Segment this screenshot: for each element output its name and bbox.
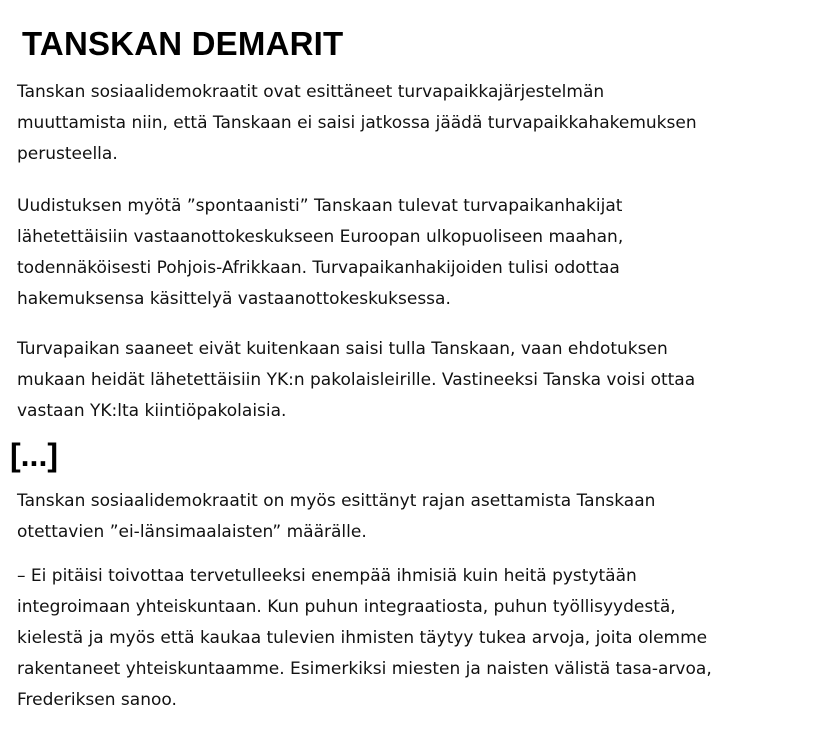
paragraph-4 xyxy=(17,486,807,548)
paragraph-line: hakemuksensa käsittelyä vastaanottokeskuksessa. xyxy=(17,289,451,309)
paragraph-line: rakentaneet yhteiskuntaamme. Esimerkiksi miesten ja naisten välistä tasa-arvoa, xyxy=(17,659,712,679)
paragraph-line: lähetettäisiin vastaanottokeskukseen Euroopan ulkopuoliseen maahan, xyxy=(17,227,624,247)
paragraph-line: muuttamista niin, että Tanskaan ei saisi jatkossa jäädä turvapaikkahakemuksen xyxy=(17,113,697,133)
paragraph-line: perusteella. xyxy=(17,144,118,164)
article-title: TANSKAN DEMARIT xyxy=(22,25,344,62)
paragraph-1 xyxy=(17,77,807,170)
paragraph-line: todennäköisesti Pohjois-Afrikkaan. Turvapaikanhakijoiden tulisi odottaa xyxy=(17,258,620,278)
paragraph-2 xyxy=(17,191,807,315)
paragraph-line: integroimaan yhteiskuntaan. Kun puhun integraatiosta, puhun työllisyydestä, xyxy=(17,597,676,617)
paragraph-line: Tanskan sosiaalidemokraatit on myös esittänyt rajan asettamista Tanskaan xyxy=(17,491,656,511)
paragraph-line: Frederiksen sanoo. xyxy=(17,690,177,710)
paragraph-line: Uudistuksen myötä ”spontaanisti” Tanskaan tulevat turvapaikanhakijat xyxy=(17,196,623,216)
paragraph-line: Tanskan sosiaalidemokraatit ovat esittäneet turvapaikkajärjestelmän xyxy=(17,82,605,102)
omission-marker: [...] xyxy=(10,437,58,473)
paragraph-5-quote xyxy=(17,561,807,716)
paragraph-3 xyxy=(17,334,807,427)
paragraph-line: vastaan YK:lta kiintiöpakolaisia. xyxy=(17,401,287,421)
paragraph-line: kielestä ja myös että kaukaa tulevien ihmisten täytyy tukea arvoja, joita olemme xyxy=(17,628,708,648)
paragraph-line: Turvapaikan saaneet eivät kuitenkaan saisi tulla Tanskaan, vaan ehdotuksen xyxy=(17,339,668,359)
paragraph-line: otettavien ”ei-länsimaalaisten” määrälle. xyxy=(17,522,367,542)
paragraph-line: mukaan heidät lähetettäisiin YK:n pakolaisleirille. Vastineeksi Tanska voisi ottaa xyxy=(17,370,696,390)
paragraph-line: – Ei pitäisi toivottaa tervetulleeksi enempää ihmisiä kuin heitä pystytään xyxy=(17,566,637,586)
